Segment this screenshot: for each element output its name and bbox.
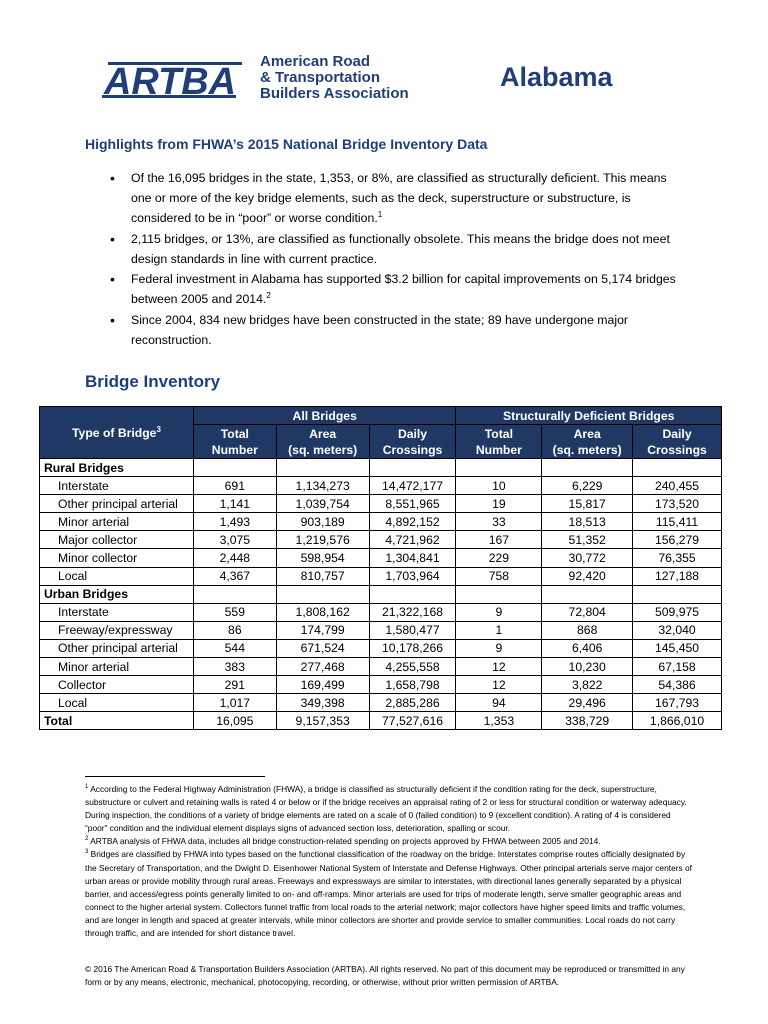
table-row	[40, 477, 722, 495]
cell-value: 174,799	[276, 621, 369, 639]
row-label: Total	[40, 712, 194, 730]
highlight-item: • Federal investment in Alabama has supported $3.2 billion for capital improvements on 5,174 bridges between 2005 and 2014.$^2$	[110, 269, 690, 309]
cell-value: 169,499	[276, 676, 369, 694]
table-row	[40, 531, 722, 549]
bridge-inventory-table	[39, 406, 722, 730]
table-row	[40, 694, 722, 712]
cell-value: 229	[456, 549, 542, 567]
col-sd-area: Area (sq. meters)	[542, 425, 633, 459]
cell-value: 167,793	[633, 694, 722, 712]
cell-value: 14,472,177	[369, 477, 456, 495]
cell-value: 12	[456, 658, 542, 676]
row-label: Interstate	[40, 477, 194, 495]
logo-acronym: ARTBA	[103, 61, 236, 103]
inventory-title: Bridge Inventory	[85, 372, 221, 391]
table-row	[40, 495, 722, 513]
row-label: Collector	[40, 676, 194, 694]
org-line-1: American Road	[260, 53, 371, 70]
row-label: Other principal arterial	[40, 639, 194, 657]
cell-value: 4,721,962	[369, 531, 456, 549]
cell-value: 12	[456, 676, 542, 694]
cell-value: 156,279	[633, 531, 722, 549]
cell-value: 29,496	[542, 694, 633, 712]
footnote-1: $^1$ According to the Federal Highway Administration (FHWA), a bridge is classified as structurally deficient if the condition rating for the deck, superstructure, substructure or culvert and retaining walls is rated 4 or below or if the bridge receives an appraisal rating of 2 or less for structural condition or waterway adequacy. During inspection, the conditions of a variety of bridge elements are rated on a scale of 0 (failed condition) to 9 (excellent condition). A rating of 4 is considered “poor” condition and the individual element displays signs of advanced section loss, deterioration, spalling or scour.	[85, 784, 687, 834]
cell-value: 33	[456, 513, 542, 531]
cell-value: 6,406	[542, 639, 633, 657]
cell-value: 598,954	[276, 549, 369, 567]
cell-value: 1,353	[456, 712, 542, 730]
cell-value: 8,551,965	[369, 495, 456, 513]
cell-value: 10	[456, 477, 542, 495]
cell-value: 86	[193, 621, 276, 639]
cell-value: 167	[456, 531, 542, 549]
cell-value: 291	[193, 676, 276, 694]
cell-value: 1,304,841	[369, 549, 456, 567]
document-header	[100, 54, 660, 106]
highlight-item: • Of the 16,095 bridges in the state, 1,353, or 8%, are classified as structurally deficient. This means one or more of the key bridge elements, such as the deck, superstructure or substructure, is considered to be in “poor” or worse condition.$^1$	[110, 168, 690, 228]
copyright-notice: © 2016 The American Road & Transportation Builders Association (ARTBA). All rights reserved. No part of this document may be reproduced or transmitted in any form or by any means, electronic, mechanical, photocopying, recording, or otherwise, without prior written permission of ARTBA.	[85, 964, 685, 988]
cell-value: 758	[456, 567, 542, 585]
cell-value: 4,255,558	[369, 658, 456, 676]
cell-value: 92,420	[542, 567, 633, 585]
highlight-item: • Since 2004, 834 new bridges have been constructed in the state; 89 have undergone major reconstruction.	[110, 310, 690, 350]
cell-value: 1,808,162	[276, 603, 369, 621]
cell-value: 240,455	[633, 477, 722, 495]
cell-value: 1	[456, 621, 542, 639]
table-body	[40, 459, 722, 730]
table-row	[40, 513, 722, 531]
row-label: Local	[40, 694, 194, 712]
cell-value: 1,039,754	[276, 495, 369, 513]
footnote-3: $^3$ Bridges are classified by FHWA into types based on the functional classification of the roadway on the bridge. Interstates comprise routes officially designated by the Secretary of Transportation, and the Dwight D. Eisenhower National System of Interstate and Defense Highways. Other principal arterials serve major centers of urban areas or provide mobility through rural areas. Freeways and expressways are similar to interstates, with directional lanes generally separated by a physical barrier, and access/egress points generally limited to on- and off-ramps. Minor arterials are used for trips of moderate length, serve smaller geographic areas and connect to the higher arterial system. Collectors funnel traffic from local roads to the arterial network; major collectors have higher speed limits and traffic volumes, and are longer in length and spaced at greater intervals, while minor collectors are shorter and provide service to smaller communities. Local roads do not carry through traffic, and are intended for short distance travel.	[85, 849, 693, 939]
cell-value: 4,892,152	[369, 513, 456, 531]
cell-value: 15,817	[542, 495, 633, 513]
cell-value: 19	[456, 495, 542, 513]
all-bridges-header: All Bridges	[193, 407, 456, 425]
footnote-divider	[85, 776, 265, 777]
cell-value: 1,141	[193, 495, 276, 513]
org-line-3: Builders Association	[260, 85, 409, 102]
cell-value: 77,527,616	[369, 712, 456, 730]
cell-value: 810,757	[276, 567, 369, 585]
col-sd-total-number: Total Number	[456, 425, 542, 459]
artba-logo	[100, 56, 246, 104]
cell-value: 115,411	[633, 513, 722, 531]
cell-value: 127,188	[633, 567, 722, 585]
cell-value: 338,729	[542, 712, 633, 730]
cell-value: 6,229	[542, 477, 633, 495]
cell-value: 9	[456, 603, 542, 621]
state-title: Alabama	[500, 62, 613, 92]
cell-value: 16,095	[193, 712, 276, 730]
cell-value: 671,524	[276, 639, 369, 657]
sd-bridges-header: Structurally Deficient Bridges	[456, 407, 722, 425]
cell-value: 1,658,798	[369, 676, 456, 694]
cell-value: 349,398	[276, 694, 369, 712]
cell-value: 9	[456, 639, 542, 657]
cell-value: 145,450	[633, 639, 722, 657]
table-total-row	[40, 712, 722, 730]
cell-value: 559	[193, 603, 276, 621]
cell-value: 21,322,168	[369, 603, 456, 621]
col-total-number: Total Number	[193, 425, 276, 459]
group-row-urban: Urban Bridges	[40, 585, 722, 603]
cell-value: 30,772	[542, 549, 633, 567]
cell-value: 1,017	[193, 694, 276, 712]
cell-value: 868	[542, 621, 633, 639]
highlights-list	[110, 168, 690, 350]
table-row	[40, 603, 722, 621]
cell-value: 54,386	[633, 676, 722, 694]
cell-value: 383	[193, 658, 276, 676]
row-label: Freeway/expressway	[40, 621, 194, 639]
org-line-2: & Transportation	[260, 69, 381, 86]
table-row	[40, 567, 722, 585]
table-row	[40, 676, 722, 694]
cell-value: 173,520	[633, 495, 722, 513]
cell-value: 32,040	[633, 621, 722, 639]
cell-value: 67,158	[633, 658, 722, 676]
cell-value: 72,804	[542, 603, 633, 621]
footnotes	[85, 783, 695, 940]
cell-value: 94	[456, 694, 542, 712]
cell-value: 1,493	[193, 513, 276, 531]
cell-value: 509,975	[633, 603, 722, 621]
table-row	[40, 658, 722, 676]
row-label: Minor arterial	[40, 658, 194, 676]
cell-value: 1,134,273	[276, 477, 369, 495]
cell-value: 903,189	[276, 513, 369, 531]
cell-value: 2,885,286	[369, 694, 456, 712]
cell-value: 4,367	[193, 567, 276, 585]
cell-value: 1,219,576	[276, 531, 369, 549]
cell-value: 1,866,010	[633, 712, 722, 730]
cell-value: 3,075	[193, 531, 276, 549]
cell-value: 18,513	[542, 513, 633, 531]
highlights-title: Highlights from FHWA’s 2015 National Bridge Inventory Data	[85, 136, 488, 152]
cell-value: 544	[193, 639, 276, 657]
cell-value: 691	[193, 477, 276, 495]
cell-value: 2,448	[193, 549, 276, 567]
cell-value: 3,822	[542, 676, 633, 694]
cell-value: 1,703,964	[369, 567, 456, 585]
highlight-item: • 2,115 bridges, or 13%, are classified as functionally obsolete. This means the bridge does not meet design standards in line with current practice.	[110, 229, 690, 269]
cell-value: 9,157,353	[276, 712, 369, 730]
type-header: Type of Bridge$^3$	[40, 407, 194, 459]
group-row-rural: Rural Bridges	[40, 459, 722, 477]
cell-value: 10,230	[542, 658, 633, 676]
footnote-2: $^2$ ARTBA analysis of FHWA data, includes all bridge construction-related spending on projects approved by FHWA between 2005 and 2014.	[85, 836, 601, 847]
row-label: Major collector	[40, 531, 194, 549]
row-label: Minor collector	[40, 549, 194, 567]
row-label: Minor arterial	[40, 513, 194, 531]
cell-value: 1,580,477	[369, 621, 456, 639]
table-row	[40, 621, 722, 639]
row-label: Local	[40, 567, 194, 585]
table-row	[40, 639, 722, 657]
org-name	[260, 54, 409, 102]
col-sd-daily-crossings: Daily Crossings	[633, 425, 722, 459]
table-row	[40, 549, 722, 567]
row-label: Interstate	[40, 603, 194, 621]
col-daily-crossings: Daily Crossings	[369, 425, 456, 459]
cell-value: 277,468	[276, 658, 369, 676]
cell-value: 76,355	[633, 549, 722, 567]
cell-value: 10,178,266	[369, 639, 456, 657]
col-area: Area (sq. meters)	[276, 425, 369, 459]
row-label: Other principal arterial	[40, 495, 194, 513]
cell-value: 51,352	[542, 531, 633, 549]
